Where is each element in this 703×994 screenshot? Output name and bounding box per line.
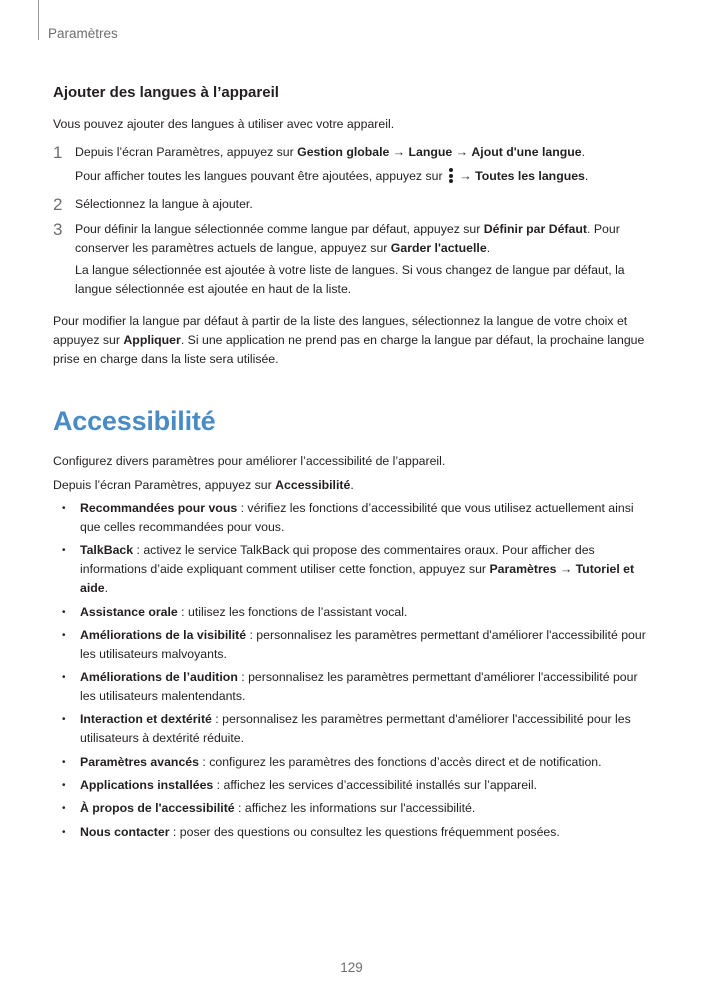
page-number: 129 bbox=[340, 960, 363, 975]
bullet-icon: • bbox=[62, 545, 66, 557]
list-item: • À propos de l'accessibilité : affichez les informations sur l'accessibilité. bbox=[53, 799, 653, 818]
menu-path-ajout-langue: Ajout d'une langue bbox=[471, 145, 582, 159]
list-item: • Nous contacter : poser des questions ou consultez les questions fréquemment posées. bbox=[53, 823, 653, 842]
menu-path-gestion-globale: Gestion globale bbox=[297, 145, 390, 159]
bullet-icon: • bbox=[62, 780, 66, 792]
step-2-text: Sélectionnez la langue à ajouter. bbox=[75, 197, 253, 211]
step-number: 3 bbox=[53, 220, 63, 239]
button-appliquer: Appliquer bbox=[123, 333, 181, 347]
bullet-icon: • bbox=[62, 503, 66, 514]
more-options-icon bbox=[448, 168, 454, 183]
step-3-line-2: La langue sélectionnée est ajoutée à votre liste de langues. Si vous changez de langue par défaut, la langue sélectionnée est ajoutée en haut de la liste. bbox=[75, 263, 625, 296]
step-1-line-1: Depuis l’écran Paramètres, appuyez sur Gestion globale → Langue → Ajout d'une langue. bbox=[75, 145, 586, 159]
accessibility-options-list bbox=[53, 499, 653, 846]
list-item: • Améliorations de la visibilité : personnalisez les paramètres permettant d'améliorer l'accessibilité pour les utilisateurs malvoyants. bbox=[62, 627, 646, 661]
list-item: • Interaction et dextérité : personnalisez les paramètres permettant d'améliorer l'accessibilité pour les utilisateurs à dextérité réduite. bbox=[62, 712, 631, 746]
section-title-accessibility: Accessibilité bbox=[53, 406, 216, 436]
list-item: • TalkBack : activez le service TalkBack qui propose des commentaires oraux. Pour afficher des informations d’aide expliquant comment utiliser cette fonction, appuyez sur Paramètres → Tutoriel et aide. bbox=[62, 543, 635, 596]
button-definir-defaut: Définir par Défaut bbox=[483, 222, 587, 236]
menu-path-accessibilite: Accessibilité bbox=[275, 478, 351, 492]
list-item: • Assistance orale : utilisez les fonctions de l’assistant vocal. bbox=[53, 603, 653, 622]
step-3-line-1: Pour définir la langue sélectionnée comme langue par défaut, appuyez sur Définir par Défaut. Pour conserver les paramètres actuels de langue, appuyez sur Garder l'actuelle. bbox=[75, 222, 620, 255]
accessibility-intro: Configurez divers paramètres pour améliorer l’accessibilité de l’appareil. bbox=[53, 454, 446, 468]
bullet-icon: • bbox=[62, 672, 66, 684]
step-number: 1 bbox=[53, 143, 63, 162]
list-item: • Recommandées pour vous : vérifiez les fonctions d’accessibilité que vous utilisez actuellement ainsi que celles recommandées pour vous. bbox=[62, 501, 634, 534]
bullet-icon: • bbox=[62, 606, 66, 618]
list-item: • Améliorations de l’audition : personnalisez les paramètres permettant d'améliorer l'accessibilité pour les utilisateurs malentendants. bbox=[62, 670, 638, 704]
section-heading-languages: Ajouter des langues à l’appareil bbox=[53, 84, 279, 101]
header-rule bbox=[38, 0, 39, 40]
languages-outro: Pour modifier la langue par défaut à partir de la liste des langues, sélectionnez la langue de votre choix et appuyez sur Appliquer. Si une application ne prend pas en charge la langue par défaut, la prochaine langue prise en charge dans la liste sera utilisée. bbox=[53, 314, 645, 366]
list-item: • Paramètres avancés : configurez les paramètres des fonctions d’accès direct et de notification. bbox=[53, 753, 653, 772]
accessibility-path: Depuis l’écran Paramètres, appuyez sur Accessibilité. bbox=[53, 478, 354, 492]
step-number: 2 bbox=[53, 195, 63, 214]
button-garder-actuelle: Garder l'actuelle bbox=[390, 241, 487, 255]
menu-path-toutes-langues: Toutes les langues bbox=[475, 169, 585, 183]
running-header: Paramètres bbox=[48, 26, 118, 41]
step-1-line-2: Pour afficher toutes les langues pouvant être ajoutées, appuyez sur → Toutes les langues. bbox=[75, 169, 589, 183]
languages-intro: Vous pouvez ajouter des langues à utiliser avec votre appareil. bbox=[53, 117, 395, 131]
bullet-icon: • bbox=[62, 756, 66, 768]
bullet-icon: • bbox=[62, 714, 66, 726]
menu-path-langue: Langue bbox=[408, 145, 453, 159]
bullet-icon: • bbox=[62, 826, 66, 838]
list-item: • Applications installées : affichez les services d’accessibilité installés sur l’appareil. bbox=[53, 776, 653, 795]
bullet-icon: • bbox=[62, 629, 66, 641]
bullet-icon: • bbox=[62, 803, 66, 815]
